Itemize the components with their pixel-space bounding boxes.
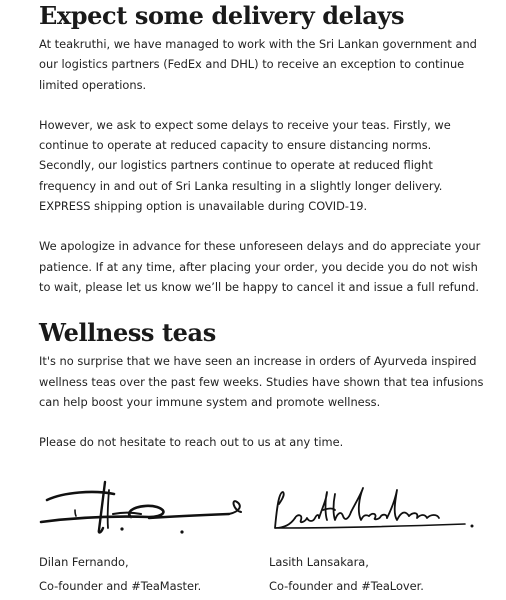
signatory-name: Lasith Lansakara, bbox=[269, 555, 369, 569]
heading-delivery-delays: Expect some delivery delays bbox=[39, 1, 405, 30]
signature-lasith-lansakara bbox=[269, 470, 479, 550]
signatory-dilan bbox=[39, 470, 259, 598]
signature-block bbox=[39, 470, 489, 600]
paragraph-delivery-3: We apologize in advance for these unforeseen delays and do appreciate your patience. If at any time, after placing your order, you decide you do not wish to wait, please let us know we’ll be happy to cancel it and issue a full refund. bbox=[39, 239, 481, 294]
heading-wellness-teas: Wellness teas bbox=[39, 318, 216, 348]
paragraph-wellness-1: It's no surprise that we have seen an increase in orders of Ayurveda inspired wellness teas over the past few weeks. Studies have shown that tea infusions can help boost your immune system and promote wellness. bbox=[39, 354, 484, 409]
signatory-name: Dilan Fernando, bbox=[39, 555, 129, 569]
signatory-title: Co-founder and #TeaMaster. bbox=[39, 579, 202, 593]
paragraph-wellness-2: Please do not hesitate to reach out to us at any time. bbox=[39, 435, 344, 450]
letter-content bbox=[39, 0, 489, 452]
signature-dilan-fernando bbox=[39, 470, 249, 550]
paragraph-delivery-1: At teakruthi, we have managed to work with the Sri Lankan government and our logistics partners (FedEx and DHL) to receive an exception to continue limited operations. bbox=[39, 37, 477, 92]
signatory-lasith bbox=[269, 470, 489, 598]
paragraph-delivery-2: However, we ask to expect some delays to receive your teas. Firstly, we continue to operate at reduced capacity to ensure distancing norms. Secondly, our logistics partners continue to operate at reduced flight frequency in and out of Sri Lanka resulting in a slightly longer delivery. EXPRESS shipping option is unavailable during COVID-19. bbox=[39, 117, 451, 214]
signatory-title: Co-founder and #TeaLover. bbox=[269, 579, 424, 593]
